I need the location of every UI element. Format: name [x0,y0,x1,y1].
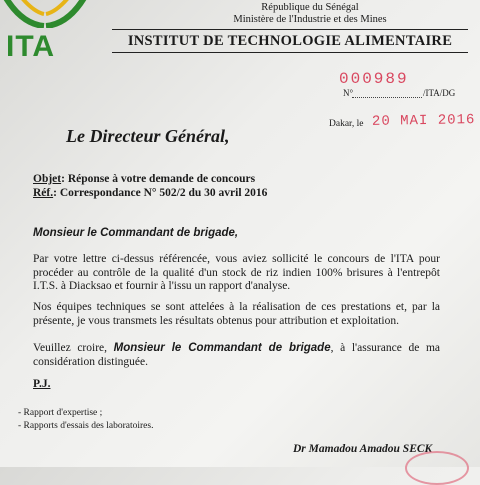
reference-prefix: N° [343,88,354,98]
body-paragraph-1: Par votre lettre ci-dessus référencée, vous aviez sollicité le concours de l'ITA pour procéder au contrôle de la qualité d'un stock de riz indien 100% brisures à l'entrepôt I.T.S. à Diacksao et fournir à l'issu un rapport d'analyse. [33,253,440,292]
closing-emphasis: Monsieur le Commandant de brigade [113,342,331,354]
date-stamp: 20 MAI 2016 [371,112,476,130]
header-rule-top [112,29,468,30]
body-paragraph-2: Nos équipes techniques se sont attelées à la réalisation de ces prestations et, par la présente, je vous transmets les résultats obtenus pour attribution et exploitation. [33,301,440,327]
reference-suffix: /ITA/DG [423,88,456,98]
sender-title: Le Directeur Général, [66,126,230,146]
ministry-line-1: République du Sénégal [261,2,359,13]
signature-name: Dr Mamadou Amadou SECK [293,443,433,455]
reference-line [33,187,267,199]
closing-paragraph [33,342,440,369]
place-label: Dakar, le [329,119,364,129]
logo-arc-icon [2,0,88,28]
reference-label: Réf. [33,187,54,199]
seal-stamp [405,451,469,485]
attachments-label: P.J. [33,378,51,390]
reference-number-stamp: 000989 [339,70,409,88]
ministry-line-2: Ministère de l'Industrie et des Mines [233,14,387,25]
subject-text: : Réponse à votre demande de concours [61,173,256,185]
logo-text: ITA [6,30,56,63]
ministry-heading [170,2,450,26]
attachment-item: - Rapport d'expertise ; [18,408,103,418]
header-rule-bottom [112,52,468,53]
ita-logo [0,0,90,70]
institute-name: INSTITUT DE TECHNOLOGIE ALIMENTAIRE [127,33,453,49]
reference-text: : Correspondance N° 502/2 du 30 avril 2016 [53,187,268,199]
attachment-item: - Rapports d'essais des laboratoires. [18,421,154,431]
reference-dotted-line [352,88,422,98]
closing-start: Veuillez croire, [33,342,114,354]
subject-line [33,173,255,185]
subject-label: Objet [33,173,62,185]
salutation: Monsieur le Commandant de brigade, [33,227,239,239]
closing-end: , à l'assurance de ma considération distinguée. [33,342,440,368]
